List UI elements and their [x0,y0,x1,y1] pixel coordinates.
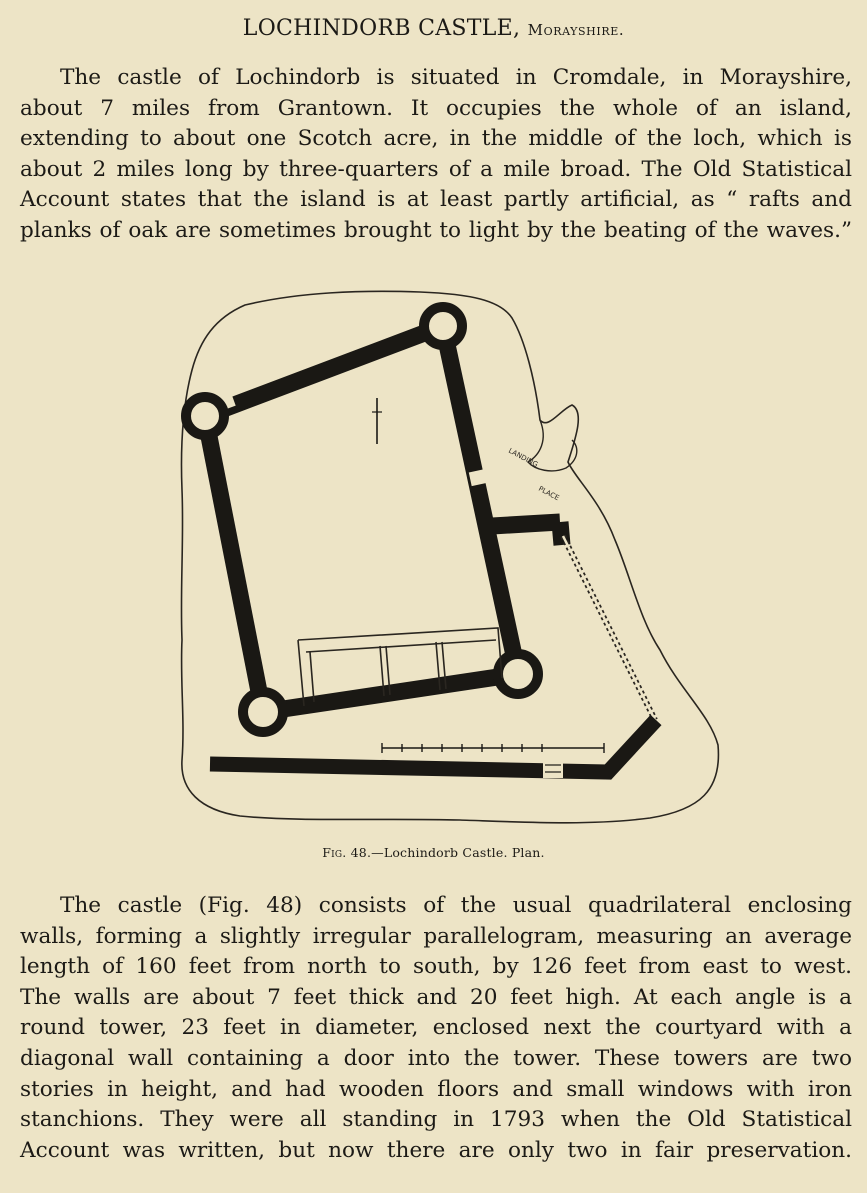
header-subtitle: Morayshire. [527,21,625,39]
page-header [0,16,867,41]
text-line: extending to about one Scotch acre, in the middle of the loch, which is [20,126,852,152]
text-line: stories in height, and had wooden floors and small windows with iron [20,1076,852,1102]
caption-fig-number: Fig. 48. [322,845,372,860]
text-line: Account states that the island is at least partly artificial, as “ rafts and [20,187,852,213]
place-label: PLACE [537,484,561,503]
north-wall [205,326,443,416]
cross-wall [492,522,560,526]
text-line: Account was written, but now there are only two in fair preservation. [20,1137,852,1163]
caption-text: —Lochindorb Castle. Plan. [371,845,545,860]
text-line: The walls are about 7 feet thick and 20 feet high. At each angle is a [20,984,852,1010]
building-inner-line [306,640,496,652]
cross-wall-end [560,522,562,545]
west-wall [205,416,263,712]
ruined-wall-core [563,536,655,720]
text-line: The castle (Fig. 48) consists of the usual quadrilateral enclosing [60,893,852,918]
east-wall [443,326,518,674]
tower-southeast [498,654,538,694]
castle-plan-figure [0,280,867,840]
text-line: planks of oak are sometimes brought to light by the beating of the waves.” [20,217,852,243]
text-line: about 2 miles long by three-quarters of a mile broad. The Old Statistical [20,156,852,182]
paragraph-intro [20,63,852,247]
landing-label: LANDING [507,446,540,469]
building-partition [310,652,314,702]
text-line: round tower, 23 feet in diameter, enclosed next the courtyard with a [20,1015,852,1041]
text-line: about 7 miles from Grantown. It occupies the whole of an island, [20,95,852,121]
tower-southwest [243,692,283,732]
text-line: diagonal wall containing a door into the tower. These towers are two [20,1045,852,1071]
south-gate [543,760,563,778]
tower-northeast [424,307,462,345]
figure-caption [0,845,867,860]
header-title: LOCHINDORB CASTLE, [242,16,521,41]
scale-bar [382,743,604,753]
text-line: walls, forming a slightly irregular parallelogram, measuring an average [20,923,852,949]
tower-northwest [186,397,224,435]
text-line: The castle of Lochindorb is situated in Cromdale, in Morayshire, [60,65,852,90]
paragraph-description [20,891,852,1166]
text-line: stanchions. They were all standing in 1793 when the Old Statistical [20,1107,852,1133]
text-line: length of 160 feet from north to south, by 126 feet from east to west. [20,954,852,980]
